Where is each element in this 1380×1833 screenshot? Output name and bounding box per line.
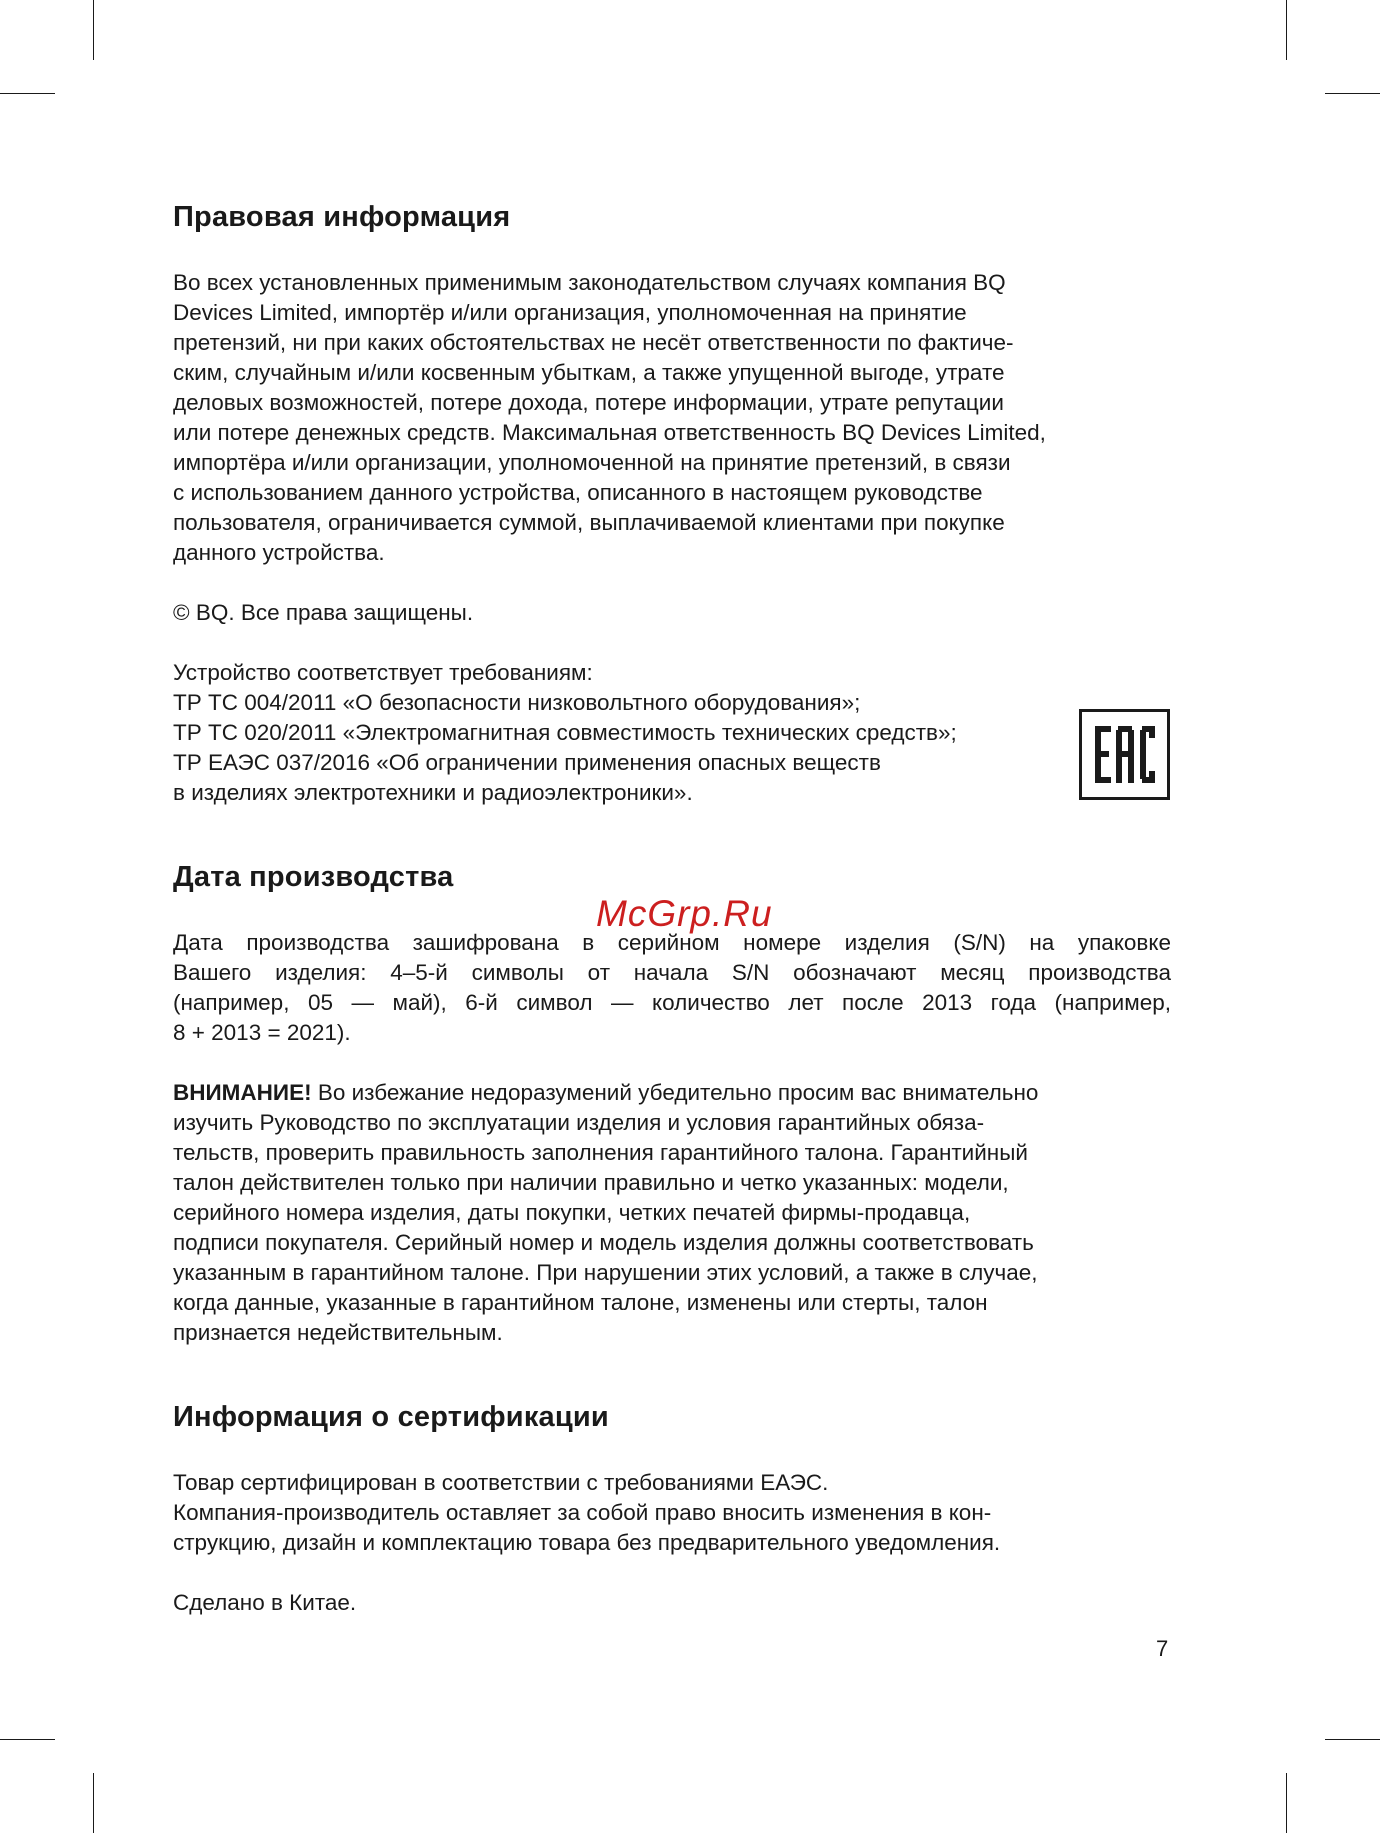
crop-mark-top-left-h: [0, 93, 55, 94]
page-number: 7: [1156, 1636, 1169, 1661]
legal-line: претензий, ни при каких обстоятельствах не несёт ответственности по фактиче-: [173, 330, 1014, 355]
made-in-text: [173, 1588, 1171, 1618]
made-in-line: Сделано в Китае.: [173, 1590, 357, 1615]
legal-heading: Правовая информация: [173, 201, 511, 233]
warning-first-line: [173, 1078, 1171, 1108]
warning-line: подписи покупателя. Серийный номер и модель изделия должны соответствовать: [173, 1230, 1034, 1255]
warning-line: талон действителен только при наличии правильно и четко указанных: модели,: [173, 1170, 1009, 1195]
warning-line: серийного номера изделия, даты покупки, четких печатей фирмы-продавца,: [173, 1200, 971, 1225]
warning-paragraph: [173, 1078, 1171, 1348]
certification-line: струкцию, дизайн и комплектацию товара без предварительного уведомления.: [173, 1530, 1001, 1555]
legal-line: данного устройства.: [173, 540, 385, 565]
copyright-line: © BQ. Все права защищены.: [173, 600, 474, 625]
warning-line: указанным в гарантийном талоне. При нарушении этих условий, а также в случае,: [173, 1260, 1038, 1285]
production-line: 8 + 2013 = 2021).: [173, 1020, 351, 1045]
compliance-line: ТР ТС 004/2011 «О безопасности низковольтного оборудования»;: [173, 690, 861, 715]
legal-line: Во всех установленных применимым законодательством случаях компания BQ: [173, 270, 1006, 295]
crop-mark-bottom-right-h: [1325, 1739, 1380, 1740]
certification-paragraph: [173, 1468, 1171, 1558]
warning-line: признается недействительным.: [173, 1320, 503, 1345]
eac-logo-icon: [1082, 712, 1167, 797]
compliance-line: ТР ЕАЭС 037/2016 «Об ограничении применения опасных веществ: [173, 750, 881, 775]
legal-line: или потере денежных средств. Максимальная ответственность BQ Devices Limited,: [173, 420, 1046, 445]
crop-mark-top-right-h: [1325, 93, 1380, 94]
compliance-line: ТР ТС 020/2011 «Электромагнитная совместимость технических средств»;: [173, 720, 957, 745]
production-paragraph: [173, 928, 1171, 1048]
production-heading: Дата производства: [173, 861, 454, 893]
warning-line: когда данные, указанные в гарантийном талоне, изменены или стерты, талон: [173, 1290, 988, 1315]
crop-mark-bottom-left-h: [0, 1739, 55, 1740]
production-line: Дата производства зашифрована в серийном номере изделия (S/N) на упаковке: [173, 930, 1171, 955]
production-line: (например, 05 — май), 6-й символ — количество лет после 2013 года (например,: [173, 990, 1171, 1015]
crop-mark-top-right: [1286, 0, 1287, 60]
crop-mark-bottom-left: [93, 1773, 94, 1833]
copyright-text: [173, 598, 1171, 628]
legal-line: с использованием данного устройства, описанного в настоящем руководстве: [173, 480, 983, 505]
legal-line: ским, случайным и/или косвенным убыткам, а также упущенной выгоде, утрате: [173, 360, 1005, 385]
warning-first-text: Во избежание недоразумений убедительно просим вас внимательно: [311, 1080, 1039, 1105]
crop-mark-bottom-right: [1286, 1773, 1287, 1833]
warning-line: тельств, проверить правильность заполнения гарантийного талона. Гарантийный: [173, 1140, 1028, 1165]
warning-line: изучить Руководство по эксплуатации изделия и условия гарантийных обяза-: [173, 1110, 985, 1135]
warning-label: ВНИМАНИЕ!: [173, 1080, 312, 1105]
certification-line: Товар сертифицирован в соответствии с требованиями ЕАЭС.: [173, 1470, 829, 1495]
crop-mark-top-left: [93, 0, 94, 60]
eac-mark-logo: [1079, 709, 1170, 800]
watermark-text: McGrp.Ru: [596, 893, 773, 934]
certification-line: Компания-производитель оставляет за собой право вносить изменения в кон-: [173, 1500, 992, 1525]
legal-line: импортёра и/или организации, уполномоченной на принятие претензий, в связи: [173, 450, 1011, 475]
legal-paragraph: [173, 268, 1171, 568]
certification-heading: Информация о сертификации: [173, 1401, 609, 1433]
legal-line: пользователя, ограничивается суммой, выплачиваемой клиентами при покупке: [173, 510, 1005, 535]
compliance-line: Устройство соответствует требованиям:: [173, 660, 593, 685]
legal-line: Devices Limited, импортёр и/или организация, уполномоченная на принятие: [173, 300, 967, 325]
compliance-line: в изделиях электротехники и радиоэлектроники».: [173, 780, 693, 805]
production-line: Вашего изделия: 4–5-й символы от начала S/N обозначают месяц производства: [173, 960, 1171, 985]
legal-line: деловых возможностей, потере дохода, потере информации, утрате репутации: [173, 390, 1004, 415]
compliance-paragraph: [173, 658, 1171, 808]
